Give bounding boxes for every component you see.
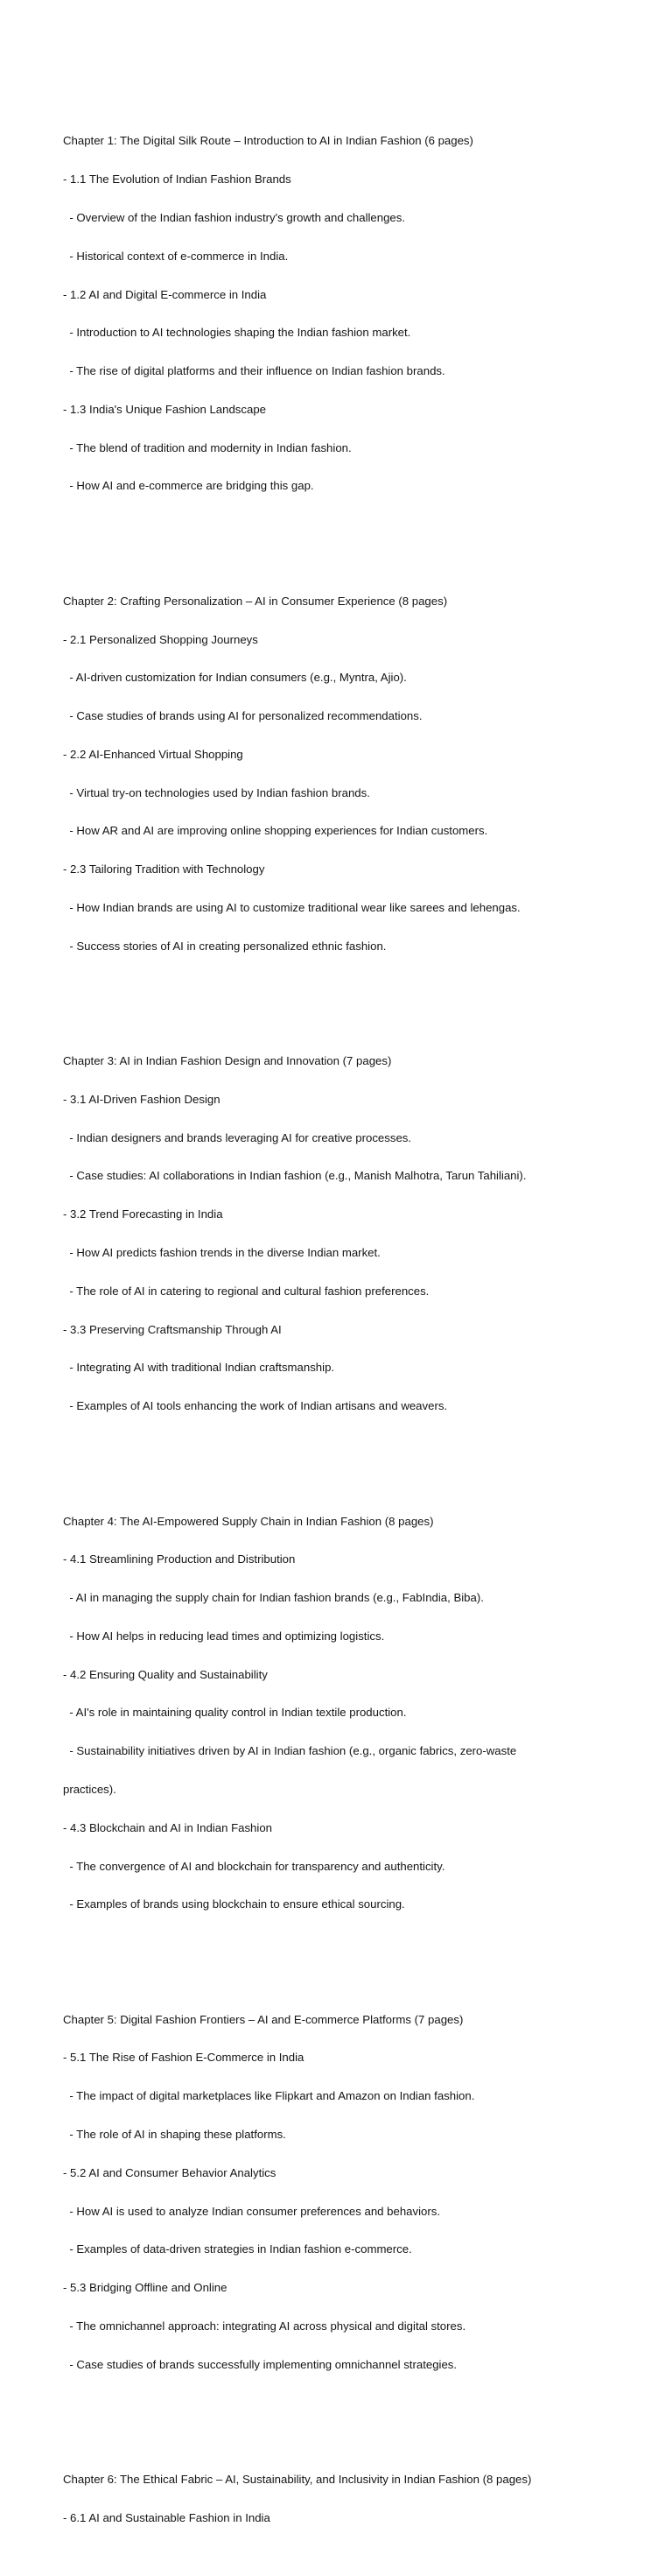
- bullet-line-continuation: practices).: [63, 1782, 116, 1796]
- bullet-line: - How AI is used to analyze Indian consumer preferences and behaviors.: [63, 2204, 441, 2218]
- bullet-line: - The role of AI in catering to regional and cultural fashion preferences.: [63, 1284, 430, 1298]
- bullet-line: - Sustainability initiatives driven by AI in Indian fashion (e.g., organic fabrics, zero-waste: [63, 1744, 517, 1758]
- section-line: - 5.2 AI and Consumer Behavior Analytics: [63, 2165, 276, 2179]
- section-line: - 2.1 Personalized Shopping Journeys: [63, 632, 258, 646]
- bullet-line: - Indian designers and brands leveraging AI for creative processes.: [63, 1130, 412, 1144]
- document-page: [63, 84, 623, 2576]
- bullet-line: - AI-driven customization for Indian consumers (e.g., Myntra, Ajio).: [63, 671, 407, 685]
- bullet-line: - Historical context of e-commerce in India.: [63, 249, 289, 263]
- section-line: - 6.1 AI and Sustainable Fashion in India: [63, 2510, 270, 2524]
- chapter-heading: Chapter 1: The Digital Silk Route – Introduction to AI in Indian Fashion (6 pages): [63, 134, 473, 148]
- bullet-line: - Integrating AI with traditional Indian craftsmanship.: [63, 1361, 335, 1375]
- chapter-heading: Chapter 3: AI in Indian Fashion Design and Innovation (7 pages): [63, 1054, 392, 1068]
- chapter-6: [63, 2448, 623, 2551]
- bullet-line: - How AI predicts fashion trends in the diverse Indian market.: [63, 1246, 381, 1260]
- bullet-line: - The role of AI in shaping these platforms.: [63, 2128, 286, 2141]
- chapter-4: [63, 1489, 623, 1937]
- bullet-line: - AI's role in maintaining quality control in Indian textile production.: [63, 1706, 407, 1720]
- section-line: - 5.3 Bridging Offline and Online: [63, 2281, 228, 2295]
- bullet-line: - The omnichannel approach: integrating AI across physical and digital stores.: [63, 2319, 466, 2333]
- bullet-line: - AI in managing the supply chain for Indian fashion brands (e.g., FabIndia, Biba).: [63, 1591, 484, 1605]
- bullet-line: - How AI and e-commerce are bridging this gap.: [63, 479, 314, 493]
- section-line: - 5.1 The Rise of Fashion E-Commerce in India: [63, 2051, 304, 2065]
- bullet-line: - Virtual try-on technologies used by Indian fashion brands.: [63, 785, 370, 799]
- chapter-heading: Chapter 6: The Ethical Fabric – AI, Sustainability, and Inclusivity in Indian Fashion (8 pages): [63, 2473, 532, 2487]
- chapter-3: [63, 1030, 623, 1439]
- section-line: - 3.2 Trend Forecasting in India: [63, 1207, 223, 1221]
- bullet-line: - How AI helps in reducing lead times and optimizing logistics.: [63, 1629, 385, 1643]
- section-line: - 2.2 AI-Enhanced Virtual Shopping: [63, 747, 243, 761]
- chapter-5: [63, 1988, 623, 2397]
- chapter-1: [63, 109, 623, 518]
- section-line: - 2.3 Tailoring Tradition with Technology: [63, 862, 265, 876]
- bullet-line: - Introduction to AI technologies shaping the Indian fashion market.: [63, 326, 411, 340]
- bullet-line: - Examples of data-driven strategies in Indian fashion e-commerce.: [63, 2242, 412, 2256]
- section-line: - 3.3 Preserving Craftsmanship Through AI: [63, 1322, 282, 1336]
- bullet-line: - Overview of the Indian fashion industry's growth and challenges.: [63, 210, 406, 224]
- bullet-line: - The rise of digital platforms and their influence on Indian fashion brands.: [63, 364, 445, 378]
- bullet-line: - How Indian brands are using AI to customize traditional wear like sarees and lehengas.: [63, 901, 521, 914]
- bullet-line: - The convergence of AI and blockchain for transparency and authenticity.: [63, 1859, 445, 1873]
- bullet-line: - Case studies of brands using AI for personalized recommendations.: [63, 709, 423, 723]
- bullet-line: - The impact of digital marketplaces like Flipkart and Amazon on Indian fashion.: [63, 2089, 475, 2103]
- bullet-line: - Success stories of AI in creating personalized ethnic fashion.: [63, 939, 387, 953]
- section-line: - 1.2 AI and Digital E-commerce in India: [63, 287, 267, 301]
- section-line: - 1.1 The Evolution of Indian Fashion Brands: [63, 172, 291, 187]
- chapter-heading: Chapter 5: Digital Fashion Frontiers – AI and E-commerce Platforms (7 pages): [63, 2012, 464, 2026]
- chapter-heading: Chapter 2: Crafting Personalization – AI in Consumer Experience (8 pages): [63, 594, 448, 608]
- bullet-line: - Examples of brands using blockchain to ensure ethical sourcing.: [63, 1897, 405, 1911]
- bullet-line: - Examples of AI tools enhancing the work of Indian artisans and weavers.: [63, 1399, 448, 1413]
- bullet-line: - Case studies: AI collaborations in Indian fashion (e.g., Manish Malhotra, Tarun Tahiliani).: [63, 1169, 527, 1183]
- section-line: - 4.2 Ensuring Quality and Sustainability: [63, 1667, 268, 1681]
- chapter-2: [63, 570, 623, 979]
- bullet-line: - How AR and AI are improving online shopping experiences for Indian customers.: [63, 824, 488, 838]
- section-line: - 4.3 Blockchain and AI in Indian Fashion: [63, 1820, 272, 1834]
- section-line: - 1.3 India's Unique Fashion Landscape: [63, 402, 266, 416]
- chapter-heading: Chapter 4: The AI-Empowered Supply Chain in Indian Fashion (8 pages): [63, 1514, 434, 1528]
- section-line: - 3.1 AI-Driven Fashion Design: [63, 1092, 220, 1106]
- bullet-line: - The blend of tradition and modernity in Indian fashion.: [63, 440, 352, 454]
- section-line: - 4.1 Streamlining Production and Distribution: [63, 1552, 296, 1566]
- bullet-line: - Case studies of brands successfully implementing omnichannel strategies.: [63, 2357, 458, 2371]
